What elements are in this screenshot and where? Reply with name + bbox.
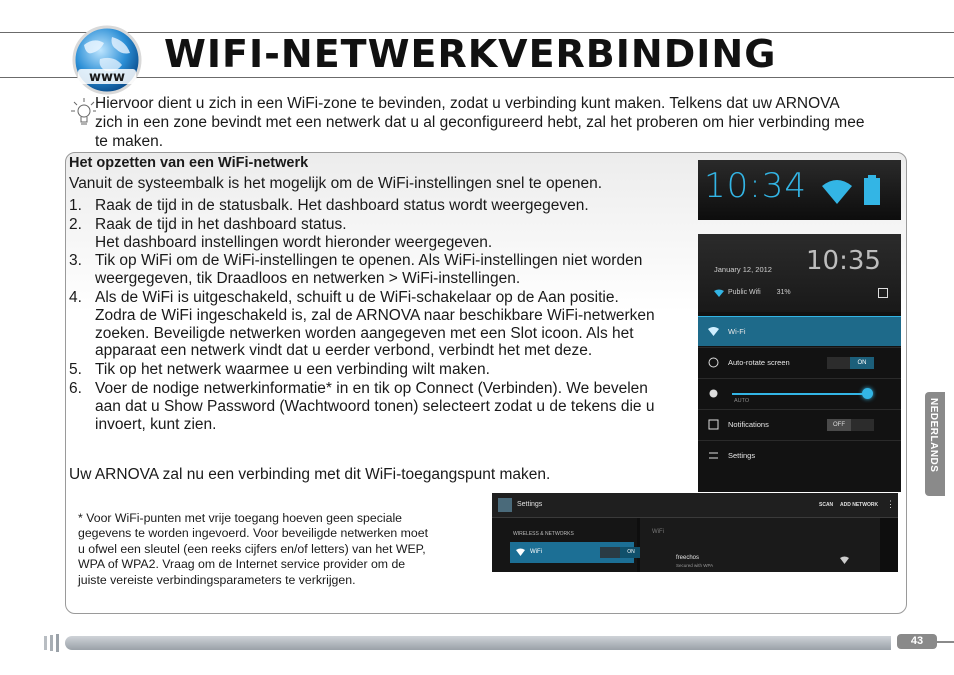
intro-line: Hiervoor dient u zich in een WiFi-zone te bevinden, zodat u verbinding kunt maken. Telkens dat uw ARNOVA bbox=[95, 95, 840, 112]
step-line: weergegeven, tik Draadloos en netwerken > WiFi-instellingen. bbox=[95, 270, 521, 288]
step-line: invoert, kunt zien. bbox=[95, 415, 217, 433]
category-label: WiFi bbox=[530, 549, 542, 555]
step-item bbox=[69, 197, 689, 215]
notifications-icon bbox=[708, 419, 719, 430]
settings-categories bbox=[492, 518, 637, 572]
step-line: Raak de tijd in de statusbalk. Het dashboard status wordt weergegeven. bbox=[95, 197, 589, 214]
category-header: WIRELESS & NETWORKS bbox=[513, 531, 574, 537]
settings-title: Settings bbox=[517, 501, 543, 508]
panel-header: WiFi bbox=[652, 529, 664, 535]
brightness-slider-track[interactable] bbox=[732, 393, 868, 395]
brightness-slider-knob[interactable] bbox=[862, 388, 873, 399]
settings-sliders-icon bbox=[708, 450, 719, 461]
step-item bbox=[69, 289, 689, 360]
dashboard-date: January 12, 2012 bbox=[714, 265, 772, 274]
rotate-icon bbox=[708, 357, 719, 368]
footnote-line: u ofwel een sleutel (een reeks cijfers en/of letters) van het WEP, bbox=[78, 541, 426, 556]
toggle-state: ON bbox=[850, 357, 874, 369]
page-title: WIFI-NETWERKVERBINDING bbox=[164, 32, 777, 76]
wifi-settings-screenshot bbox=[492, 493, 898, 572]
page-number: 43 bbox=[897, 634, 937, 649]
step-item bbox=[69, 216, 689, 252]
wifi-icon bbox=[516, 548, 525, 556]
overflow-menu-icon[interactable]: ⋮ bbox=[886, 499, 895, 509]
step-line: Als de WiFi is uitgeschakeld, schuift u de WiFi-schakelaar op de Aan positie. bbox=[95, 288, 619, 306]
step-number: 5. bbox=[69, 361, 82, 379]
step-number: 3. bbox=[69, 252, 82, 270]
battery-icon bbox=[863, 175, 881, 205]
row-label: Auto-rotate screen bbox=[728, 358, 790, 367]
row-label: Settings bbox=[728, 451, 756, 460]
category-wifi[interactable] bbox=[510, 542, 634, 563]
footnote-line: WPA of WPA2. Vraag om de Internet service provider om de bbox=[78, 557, 406, 572]
dashboard-settings-screenshot bbox=[698, 234, 901, 492]
row-label: Notifications bbox=[728, 420, 769, 429]
step-number: 6. bbox=[69, 379, 82, 397]
toggle-state: ON bbox=[620, 547, 642, 558]
battery-level: 31% bbox=[776, 289, 791, 296]
footnote bbox=[78, 511, 488, 588]
rotate-toggle[interactable] bbox=[827, 357, 874, 369]
footnote-line: gegevens te worden ingevoerd. Voor beveiligde netwerken moet bbox=[78, 526, 429, 541]
section-intro: Vanuit de systeembalk is het mogelijk om de WiFi-instellingen snel te openen. bbox=[69, 175, 603, 192]
language-tab bbox=[925, 392, 945, 496]
clock-time: 10:34 bbox=[704, 166, 807, 206]
step-item bbox=[69, 380, 689, 433]
step-line: aan dat u Show Password (Wachtwoord tonen) selecteert zodat u de tekens die u bbox=[95, 397, 655, 415]
settings-action-bar bbox=[492, 493, 898, 518]
steps-list bbox=[69, 197, 689, 434]
notifications-toggle[interactable] bbox=[827, 419, 874, 431]
wifi-lock-icon bbox=[840, 556, 849, 564]
footnote-line: juiste vereiste verbindingsparameters te verkrijgen. bbox=[78, 572, 356, 587]
wifi-small-icon bbox=[714, 289, 724, 297]
step-line: Tik op WiFi om de WiFi-instellingen te openen. Als WiFi-instellingen niet worden bbox=[95, 252, 643, 270]
row-label: Wi-Fi bbox=[728, 327, 746, 336]
step-item bbox=[69, 252, 689, 288]
step-line: Raak de tijd in het dashboard status. bbox=[95, 215, 347, 233]
dashboard-row-notifications[interactable] bbox=[698, 409, 901, 439]
network-status bbox=[728, 289, 791, 296]
step-line: apparaat een netwerk vindt dat u eerder verbond, verbindt het met deze. bbox=[95, 342, 593, 360]
brightness-icon bbox=[708, 388, 719, 399]
globe-www-icon bbox=[70, 25, 144, 95]
statusbar-clock-screenshot bbox=[698, 160, 901, 220]
intro-text bbox=[95, 94, 915, 151]
section-title: Het opzetten van een WiFi-netwerk bbox=[69, 155, 309, 171]
step-line: Tik op het netwerk waarmee u een verbinding wilt maken. bbox=[95, 361, 490, 379]
brightness-auto-label: AUTO bbox=[734, 398, 750, 404]
wifi-signal-icon bbox=[820, 176, 854, 206]
footer-bar bbox=[65, 636, 891, 650]
toggle-state: OFF bbox=[827, 419, 851, 431]
step-item bbox=[69, 361, 689, 379]
settings-shortcut-icon[interactable] bbox=[878, 288, 888, 298]
footer-rule bbox=[937, 641, 954, 643]
step-number: 2. bbox=[69, 215, 82, 233]
lightbulb-tip-icon bbox=[70, 96, 96, 130]
dashboard-row-brightness[interactable] bbox=[698, 378, 901, 408]
wifi-networks-panel bbox=[640, 518, 880, 572]
step-line: Voer de nodige netwerkinformatie* in en tik op Connect (Verbinden). We bevelen bbox=[95, 379, 648, 397]
dashboard-time: 10:35 bbox=[806, 246, 881, 276]
svg-text:www: www bbox=[88, 70, 126, 85]
section-outro: Uw ARNOVA zal nu een verbinding met dit WiFi-toegangspunt maken. bbox=[69, 466, 551, 483]
footer-ticks-icon bbox=[44, 634, 66, 652]
language-tab-label: NEDERLANDS bbox=[928, 398, 939, 473]
step-line: Het dashboard instellingen wordt hieronder weergegeven. bbox=[95, 233, 493, 251]
dashboard-row-wifi[interactable] bbox=[698, 316, 901, 346]
intro-line: zich in een zone bevindt met een netwerk dat u al geconfigureerd hebt, zal het proberen om hier verbinding mee bbox=[95, 114, 865, 131]
dashboard-row-settings[interactable] bbox=[698, 440, 901, 470]
scan-button[interactable]: SCAN bbox=[819, 502, 834, 508]
footnote-line: * Voor WiFi-punten met vrije toegang hoeven geen speciale bbox=[78, 511, 403, 525]
settings-app-icon bbox=[498, 498, 512, 512]
step-number: 4. bbox=[69, 288, 82, 306]
network-security: Secured with WPA bbox=[676, 563, 714, 568]
network-name[interactable]: freechos bbox=[676, 555, 700, 561]
intro-line: te maken. bbox=[95, 133, 164, 150]
dashboard-row-rotate[interactable] bbox=[698, 347, 901, 377]
add-network-button[interactable]: ADD NETWORK bbox=[840, 502, 879, 508]
wifi-toggle[interactable] bbox=[600, 547, 642, 558]
step-line: Zodra de WiFi ingeschakeld is, zal de ARNOVA naar beschikbare WiFi-netwerken bbox=[95, 306, 655, 324]
step-line: zoeken. Beveiligde netwerken worden aangegeven met een Slot icoon. Als het bbox=[95, 324, 634, 342]
step-number: 1. bbox=[69, 197, 82, 214]
wifi-icon bbox=[708, 326, 719, 337]
network-name: Public Wifi bbox=[728, 289, 761, 296]
